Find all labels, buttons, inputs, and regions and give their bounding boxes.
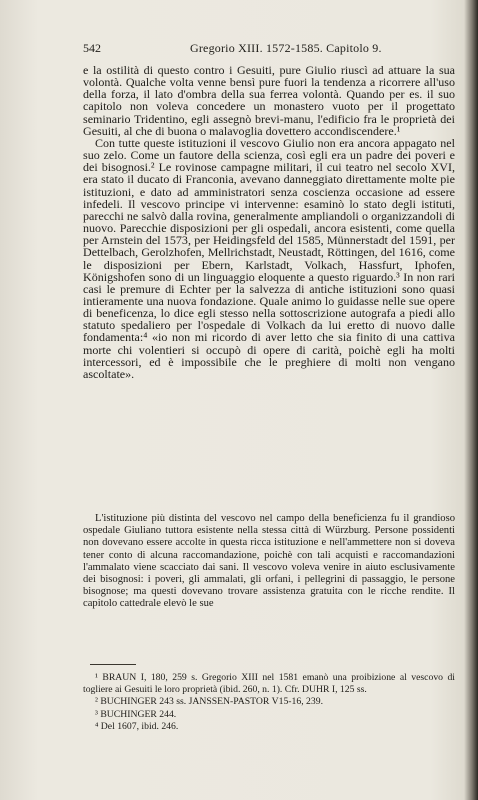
page-header — [83, 41, 453, 57]
footnote-3: ³ BUCHINGER 244. — [95, 708, 177, 720]
page-number: 542 — [83, 41, 101, 55]
paragraph-3: L'istituzione più distinta del vescovo nel campo della beneficienza fu il grandioso ospedale Giuliano tuttora esistente nella stessa città di Würzburg. Persone possidenti non dovevano essere accolte in questa ricca istituzione e nell'ammettere non si doveva tener conto di alcuna raccomandazione, poichè con tali acquisti e raccomandazioni l'ammalato viene scacciato dai sani. Il vescovo voleva venire in aiuto esclusivamente dei bisognosi: i poveri, gli ammalati, gli orfani, i pellegrini di passaggio, le persone bisognose; ma questi dovevano trovare assistenza gratuita con le ricche rendite. Il capitolo cattedrale elevò le sue — [83, 513, 455, 610]
running-head: Gregorio XIII. 1572-1585. Capitolo 9. — [190, 41, 382, 55]
footnotes — [83, 672, 455, 733]
paragraph-2: Con tutte queste istituzioni il vescovo Giulio non era ancora appagato nel suo zelo. Come un fautore della scienza, così egli era un padre dei poveri e dei bisognosi.² Le rovinose campagne militari, il cui teatro nel secolo XVI, era stato il ducato di Franconia, avevano danneggiato direttamente molte pie istituzioni, e dato ad amministratori senza coscienza occasione ad essere infedeli. Il vescovo principe vi intervenne: esaminò lo stato degli istituti, parecchi ne salvò dalla rovina, generalmente ampliandoli o organizzandoli di nuovo. Parecchie disposizioni per gli ospedali, ancora esistenti, come quella per Arnstein del 1573, per Heidingsfeld del 1585, Münnerstadt del 1591, per Dettelbach, Gerolzhofen, Mellrichstadt, Neustadt, Röttingen, del 1616, come le disposizioni per Ebern, Karlstadt, Volkach, Hassfurt, Iphofen, Königshofen sono di un linguaggio eloquente a questo riguardo.³ In non rari casi le premure di Echter per la salvezza di antiche istituzioni sono quasi intieramente una nuova fondazione. Quale animo lo guidasse nelle sue opere di beneficenza, lo dice egli stesso nella sottoscrizione autografa a piedi allo statuto spedaliero per l'ospedale di Volkach da lui eretto di nuovo dalle fondamenta:⁴ «io non mi ricordo di aver letto che sia finito di una cattiva morte chi volentieri si occupò di opere di carità, poichè egli ha molti intercessori, ed è impossibile che le preghiere di molti non vengano ascoltate». — [83, 135, 455, 381]
page-edge-shadow — [464, 0, 478, 800]
main-text — [83, 64, 455, 380]
footnote-4: ⁴ Del 1607, ibid. 246. — [95, 720, 179, 732]
footnote-2: ² BUCHINGER 243 ss. JANSSEN-PASTOR V15-16, 239. — [95, 696, 323, 708]
small-type-section — [83, 513, 455, 611]
paragraph-1: e la ostilità di questo contro i Gesuiti, pure Giulio riuscì ad attuare la sua volontà. Qualche volta venne bensì pure fuori la tendenza a ricorrere all'uso della forza, il lato d'ombra della sua ferrea volontà. Quando per es. il suo capitolo non voleva concedere un monastero vuoto per il progettato seminario Tridentino, egli assegnò brevi-manu, l'edificio fra le proprietà dei Gesuiti, al che di buona o malavoglia dovettero accondiscendere.¹ — [83, 63, 455, 138]
footnote-separator — [90, 664, 136, 665]
footnote-1: ¹ BRAUN I, 180, 259 s. Gregorio XIII nel 1581 emanò una proibizione al vescovo di togliere ai Gesuiti le loro proprietà (ibid. 260, n. 1). Cfr. DUHR I, 125 ss. — [83, 672, 455, 696]
